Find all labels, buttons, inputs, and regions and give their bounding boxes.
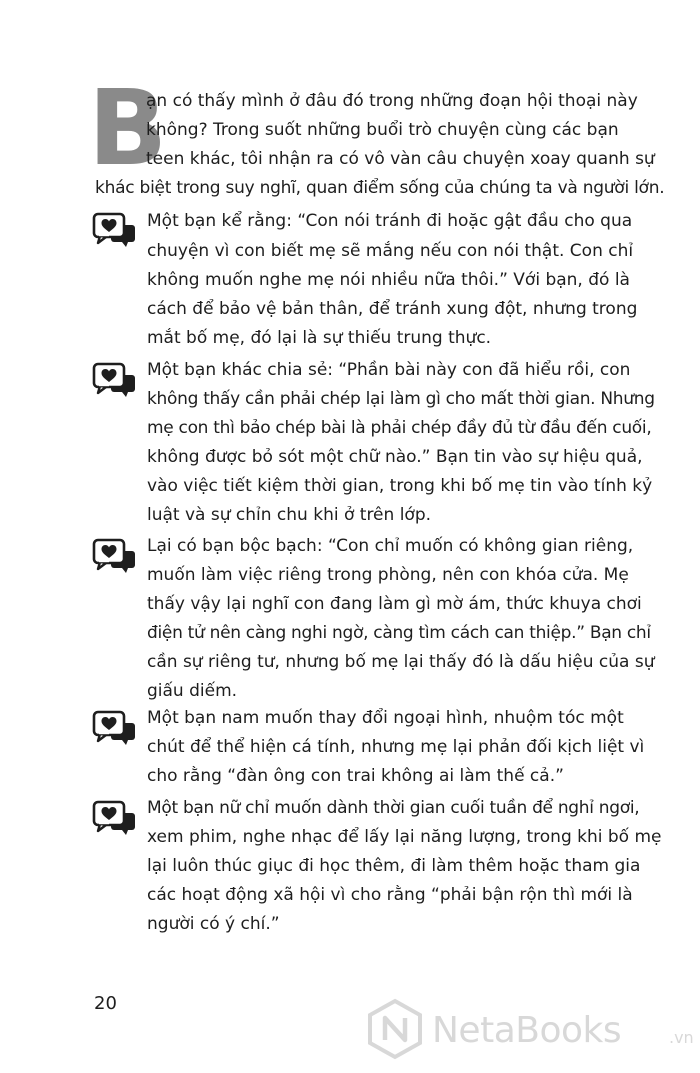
- intro-line: không? Trong suốt những buổi trò chuyện cùng các bạn: [146, 120, 619, 140]
- chat-heart-icon: [92, 212, 138, 248]
- drop-cap: B: [88, 67, 166, 189]
- bullet-line: luật và sự chỉn chu khi ở trên lớp.: [147, 505, 432, 525]
- bullet-line: Một bạn kể rằng: “Con nói tránh đi hoặc gật đầu cho qua: [147, 211, 633, 231]
- chat-heart-icon: [92, 538, 138, 574]
- netabooks-logo-icon: [366, 998, 424, 1060]
- bullet-line: lại luôn thúc giục đi học thêm, đi làm thêm hoặc tham gia: [147, 856, 641, 876]
- bullet-line: không thấy cần phải chép lại làm gì cho mất thời gian. Nhưng: [147, 389, 655, 409]
- intro-line: ạn có thấy mình ở đâu đó trong những đoạn hội thoại này: [146, 91, 638, 111]
- bullet-line: Một bạn nữ chỉ muốn dành thời gian cuối tuần để nghỉ ngơi,: [147, 798, 640, 818]
- bullet-line: điện tử nên càng nghi ngờ, càng tìm cách can thiệp.” Bạn chỉ: [147, 623, 651, 643]
- page-number: 20: [94, 993, 117, 1014]
- bullet-line: mắt bố mẹ, đó lại là sự thiếu trung thực.: [147, 328, 492, 348]
- watermark: [366, 992, 696, 1062]
- bullet-line: cách để bảo vệ bản thân, để tránh xung đột, nhưng trong: [147, 299, 638, 319]
- watermark-text: NetaBooks: [432, 1010, 622, 1051]
- bullet-line: vào việc tiết kiệm thời gian, trong khi bố mẹ tin vào tính kỷ: [147, 476, 653, 496]
- chat-heart-icon: [92, 710, 138, 746]
- intro-line: teen khác, tôi nhận ra có vô vàn câu chuyện xoay quanh sự: [146, 149, 655, 169]
- bullet-line: các hoạt động xã hội vì cho rằng “phải bận rộn thì mới là: [147, 885, 633, 905]
- bullet-line: cần sự riêng tư, nhưng bố mẹ lại thấy đó là dấu hiệu của sự: [147, 652, 655, 672]
- bullet-line: thấy vậy lại nghĩ con đang làm gì mờ ám, thức khuya chơi: [147, 594, 642, 614]
- intro-line: khác biệt trong suy nghĩ, quan điểm sống của chúng ta và người lớn.: [95, 178, 665, 198]
- bullet-line: chuyện vì con biết mẹ sẽ mắng nếu con nói thật. Con chỉ: [147, 241, 634, 261]
- bullet-line: không được bỏ sót một chữ nào.” Bạn tin vào sự hiệu quả,: [147, 447, 643, 467]
- bullet-line: muốn làm việc riêng trong phòng, nên con khóa cửa. Mẹ: [147, 565, 629, 585]
- chat-heart-icon: [92, 362, 138, 398]
- bullet-line: chút để thể hiện cá tính, nhưng mẹ lại phản đối kịch liệt vì: [147, 737, 645, 757]
- bullet-line: Một bạn khác chia sẻ: “Phần bài này con đã hiểu rồi, con: [147, 360, 631, 380]
- bullet-line: Một bạn nam muốn thay đổi ngoại hình, nhuộm tóc một: [147, 708, 624, 728]
- watermark-suffix: .vn: [669, 1028, 694, 1047]
- bullet-line: không muốn nghe mẹ nói nhiều nữa thôi.” Với bạn, đó là: [147, 270, 630, 290]
- bullet-line: giấu diếm.: [147, 681, 238, 701]
- chat-heart-icon: [92, 800, 138, 836]
- bullet-line: xem phim, nghe nhạc để lấy lại năng lượng, trong khi bố mẹ: [147, 827, 662, 847]
- bullet-line: cho rằng “đàn ông con trai không ai làm thế cả.”: [147, 766, 564, 786]
- bullet-line: người có ý chí.”: [147, 914, 280, 934]
- bullet-line: Lại có bạn bộc bạch: “Con chỉ muốn có không gian riêng,: [147, 536, 634, 556]
- bullet-line: mẹ con thì bảo chép bài là phải chép đầy đủ từ đầu đến cuối,: [147, 418, 652, 438]
